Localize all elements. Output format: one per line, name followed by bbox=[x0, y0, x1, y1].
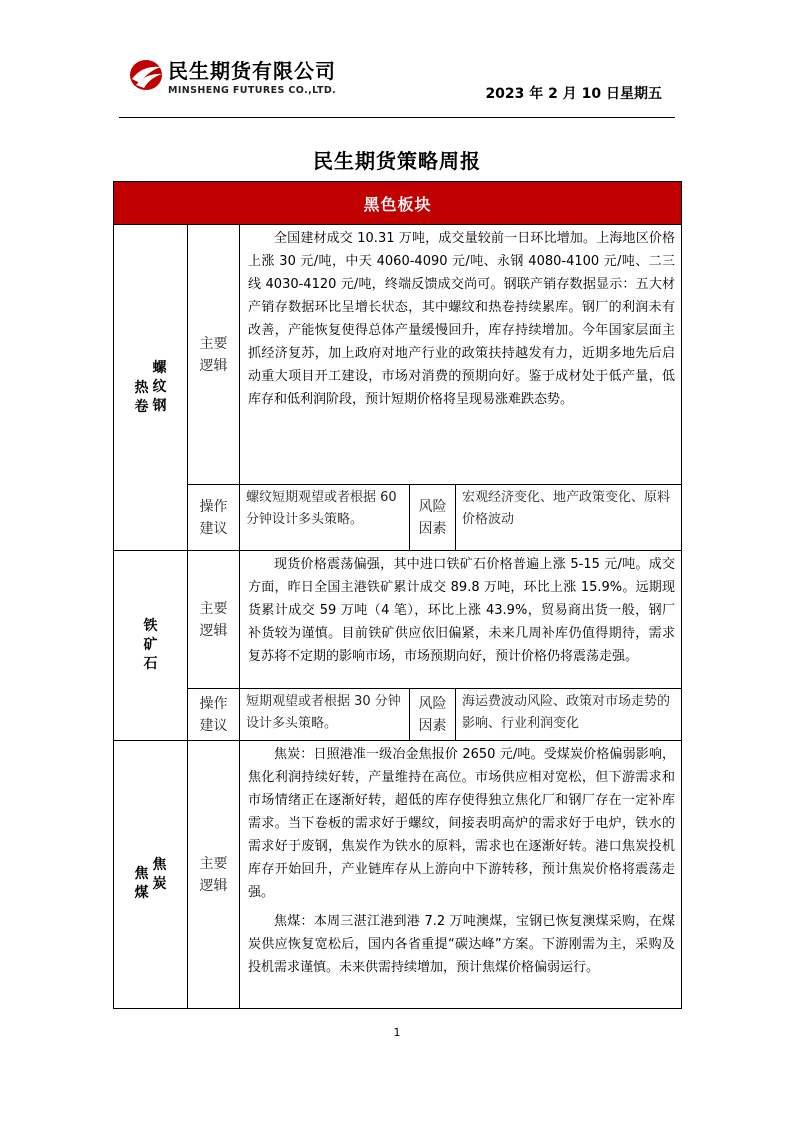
category-char: 纹 bbox=[152, 379, 167, 395]
report-date: 2023 年 2 月 10 日星期五 bbox=[485, 86, 662, 102]
category-char: 钢 bbox=[152, 398, 167, 414]
rebar-operation-text: 螺纹短期观望或者根据 60 分钟设计多头策略。 bbox=[240, 485, 410, 551]
coke-logic-text: 焦炭：日照港准一级冶金焦报价 2650 元/吨。受煤炭价格偏弱影响，焦化利润持续好转，产量维持在高位。市场供应相对宽松，但下游需求和市场情绪正在逐渐好转，超低的库存使得独立焦化厂和钢厂存在一定补库需求。当下卷板的需求好于螺纹，间接表明高炉的需求好于电炉，铁水的需求好于废钢，焦炭作为铁水的原料，需求也在逐渐好转。港口焦炭投机库存开始回升，产业链库存从上游向中下游转移，预计焦炭价格将震荡走强。 bbox=[248, 747, 676, 900]
iron-operation-text: 短期观望或者根据 30 分钟设计多头策略。 bbox=[240, 689, 410, 741]
label-main-logic: 主要 逻辑 bbox=[188, 551, 240, 689]
strategy-table bbox=[113, 181, 682, 1009]
category-char: 煤 bbox=[134, 884, 149, 901]
rebar-risk-text: 宏观经济变化、地产政策变化、原料价格波动 bbox=[456, 485, 682, 551]
label-main-logic: 主要 逻辑 bbox=[188, 225, 240, 485]
rebar-logic-cell bbox=[240, 225, 682, 485]
coke-logic-cell bbox=[240, 741, 682, 1009]
label-operation: 操作 建议 bbox=[188, 485, 240, 551]
page-number: 1 bbox=[393, 1026, 401, 1039]
label-risk: 风险 因素 bbox=[410, 485, 456, 551]
category-char: 矿 bbox=[143, 637, 158, 653]
report-title: 民生期货策略周报 bbox=[313, 149, 481, 173]
label-risk: 风险 因素 bbox=[410, 689, 456, 741]
category-char: 炭 bbox=[152, 875, 167, 892]
category-char: 焦 bbox=[134, 865, 149, 882]
label-operation: 操作 建议 bbox=[188, 689, 240, 741]
section-band: 黑色板块 bbox=[114, 182, 682, 225]
header-divider bbox=[119, 117, 675, 118]
category-char: 石 bbox=[143, 656, 158, 672]
category-iron-ore bbox=[114, 551, 188, 741]
logo-chinese-name: 民生期货有限公司 bbox=[168, 59, 336, 83]
label-main-logic: 主要 逻辑 bbox=[188, 741, 240, 1009]
category-char: 卷 bbox=[134, 398, 149, 415]
iron-logic-text: 现货价格震荡偏强，其中进口铁矿石价格普遍上涨 5-15 元/吨。成交方面，昨日全国主港铁矿累计成交 89.8 万吨，环比上涨 15.9%。远期现货累计成交 59 万吨（4 笔），环比上涨 43.9%，贸易商出货一般，钢厂补货较为谨慎。目前铁矿供应依旧偏紧，未来几周补库仍值得期待，需求复苏将不定期的影响市场，市场预期向好，预计价格仍将震荡走强。 bbox=[248, 557, 676, 664]
iron-risk-text: 海运费波动风险、政策对市场走势的影响、行业利润变化 bbox=[456, 689, 682, 741]
company-logo bbox=[128, 55, 368, 103]
category-char: 热 bbox=[134, 379, 149, 396]
category-char: 螺 bbox=[152, 360, 167, 376]
minsheng-logo-icon bbox=[128, 57, 164, 93]
category-char: 铁 bbox=[143, 618, 158, 634]
rebar-logic-text: 全国建材成交 10.31 万吨，成交量较前一日环比增加。上海地区价格上涨 30 元/吨，中天 4060-4090 元/吨、永钢 4080-4100 元/吨、二三线 4030-4120 元/吨，终端反馈成交尚可。钢联产销存数据显示：五大材产销存数据环比呈增长状态，其中螺纹和热卷持续累库。钢厂的利润未有改善，产能恢复使得总体产量缓慢回升，库存持续增加。今年国家层面主抓经济复苏，加上政府对地产行业的政策扶持越发有力，近期多地先后启动重大项目开工建设，市场对消费的预期向好。鉴于成材处于低产量，低库存和低利润阶段，预计短期价格将呈现易涨难跌态势。 bbox=[248, 231, 676, 407]
iron-logic-cell bbox=[240, 551, 682, 689]
logo-english-name: MINSHENG FUTURES CO.,LTD. bbox=[168, 85, 337, 96]
category-rebar-hrc bbox=[114, 225, 188, 551]
category-char: 焦 bbox=[152, 856, 167, 873]
category-coke-coal bbox=[114, 741, 188, 1009]
coal-logic-text: 焦煤：本周三湛江港到港 7.2 万吨澳煤，宝钢已恢复澳煤采购，在煤炭供应恢复宽松后，国内各省重提“碳达峰”方案。下游刚需为主，采购及投机需求谨慎。未来供需持续增加，预计焦煤价格偏弱运行。 bbox=[248, 914, 676, 975]
